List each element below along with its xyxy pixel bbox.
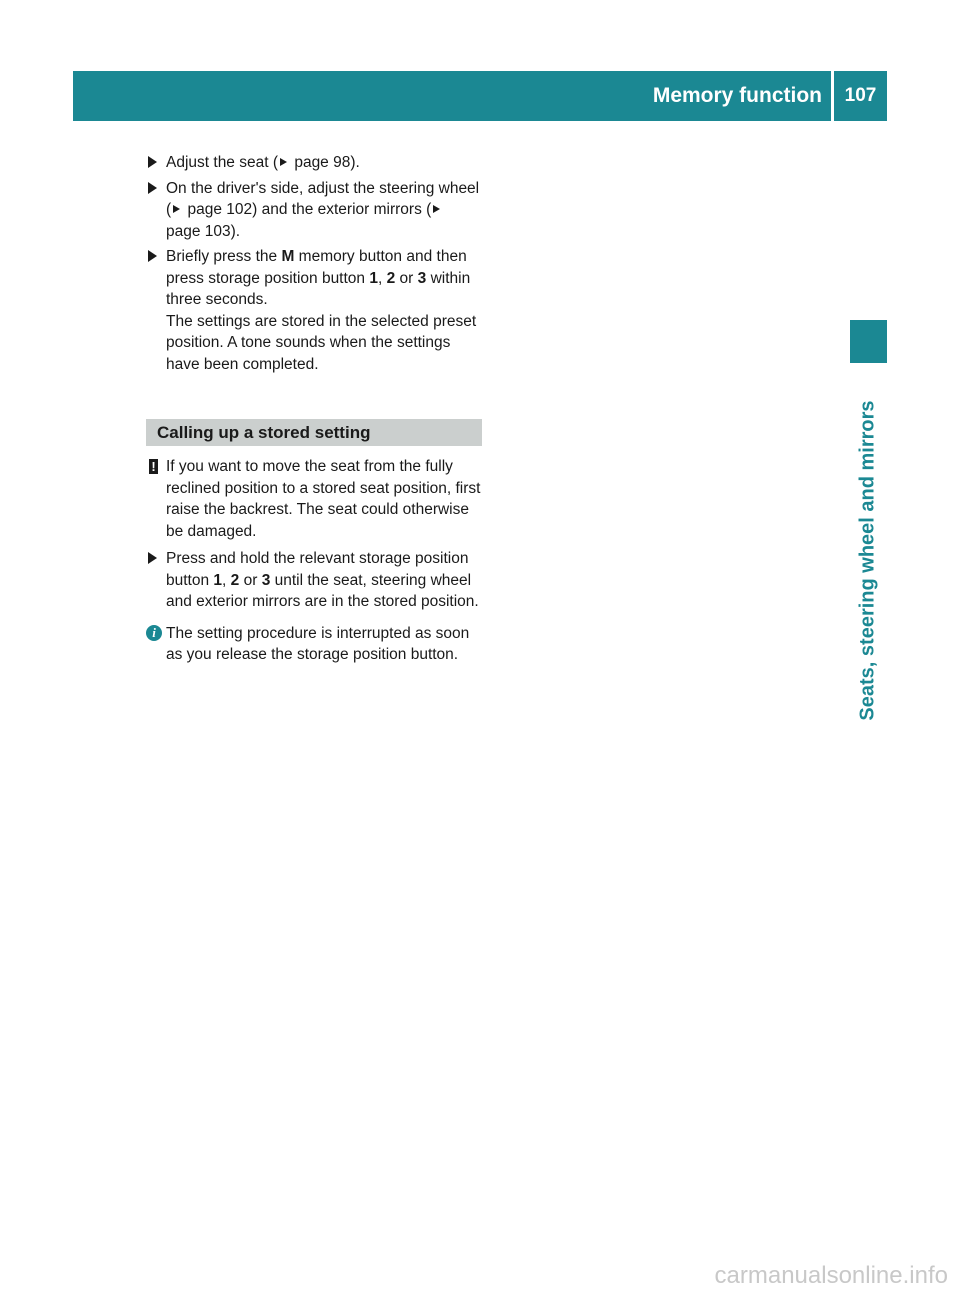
page-number: 107 xyxy=(844,85,877,106)
step-arrow-icon xyxy=(148,250,157,262)
step-call-setting: Press and hold the relevant storage position button 1, 2 or 3 until the seat, steering wheel and exterior mirrors are in the stored position. xyxy=(146,548,482,613)
step-adjust-seat: Adjust the seat ( page 98). xyxy=(146,152,482,174)
content-column xyxy=(146,152,482,672)
warning-note: ! If you want to move the seat from the fully reclined position to a stored seat position, first raise the backrest. The seat could otherwise be damaged. xyxy=(146,456,482,542)
page-ref-arrow-icon xyxy=(433,205,440,213)
section-heading: Calling up a stored setting xyxy=(146,419,482,446)
page-ref-arrow-icon xyxy=(173,205,180,213)
watermark: carmanualsonline.info xyxy=(714,1262,948,1289)
step-arrow-icon xyxy=(148,182,157,194)
chapter-label xyxy=(850,372,887,748)
step-arrow-icon xyxy=(148,552,157,564)
step-store-setting: Briefly press the M memory button and then press storage position button 1, 2 or 3 within three seconds. The settings are stored in the selected preset position. A tone sounds when the settings have been completed. xyxy=(146,246,482,375)
info-icon: i xyxy=(146,625,162,641)
chapter-label-text: Seats, steering wheel and mirrors xyxy=(857,399,879,721)
section-title: Memory function xyxy=(652,84,822,107)
page-ref-arrow-icon xyxy=(280,158,287,166)
info-note: i The setting procedure is interrupted as soon as you release the storage position button. xyxy=(146,623,482,666)
step-adjust-steering: On the driver's side, adjust the steering wheel ( page 102) and the exterior mirrors ( page 103). xyxy=(146,178,482,243)
warning-icon: ! xyxy=(149,459,158,474)
step-arrow-icon xyxy=(148,156,157,168)
chapter-tab xyxy=(850,320,887,363)
step-result: The settings are stored in the selected preset position. A tone sounds when the settings have been completed. xyxy=(166,312,477,373)
